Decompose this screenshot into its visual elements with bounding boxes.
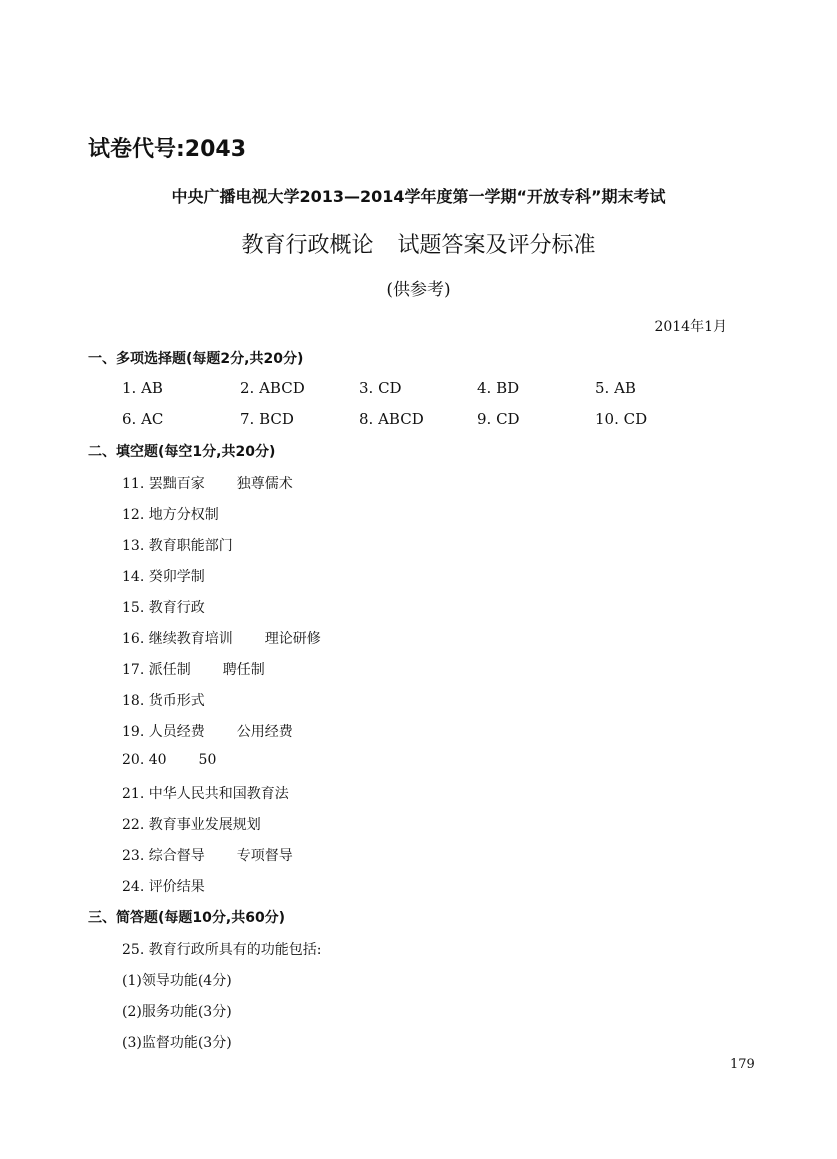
mc-answer: 2. ABCD: [240, 379, 305, 397]
fill-answer: 13. 教育职能部门: [122, 538, 233, 554]
mc-answer: 5. AB: [595, 379, 636, 397]
fill-answer: 14. 癸卯学制: [122, 569, 205, 585]
document-title: [0, 228, 837, 259]
section2-heading: 二、填空题(每空1分,共20分): [88, 444, 276, 460]
fill-answer: 17. 派任制 聘任制: [122, 662, 265, 678]
fill-answer: 19. 人员经费 公用经费: [122, 724, 293, 740]
exam-header: 中央广播电视大学2013—2014学年度第一学期“开放专科”期末考试: [171, 187, 666, 206]
mc-answer: 6. AC: [122, 410, 164, 428]
short-answer-point: (2)服务功能(3分): [122, 1004, 232, 1020]
short-answer-point: (1)领导功能(4分): [122, 973, 232, 989]
mc-answer: 7. BCD: [240, 410, 294, 428]
fill-answer: 20. 40 50: [122, 752, 217, 768]
exam-code: 试卷代号:2043: [88, 137, 247, 162]
short-answer-point: (3)监督功能(3分): [122, 1035, 232, 1051]
fill-answer: 21. 中华人民共和国教育法: [122, 786, 289, 802]
fill-answer: 24. 评价结果: [122, 879, 205, 895]
section3-heading: 三、简答题(每题10分,共60分): [88, 910, 286, 926]
fill-answer: 22. 教育事业发展规划: [122, 817, 261, 833]
short-answer-intro: 25. 教育行政所具有的功能包括:: [122, 942, 322, 958]
mc-answer: 1. AB: [122, 379, 163, 397]
mc-answer: 9. CD: [477, 410, 520, 428]
fill-answer: 12. 地方分权制: [122, 507, 219, 523]
section1-heading: 一、多项选择题(每题2分,共20分): [88, 351, 304, 367]
fill-answer: 18. 货币形式: [122, 693, 205, 709]
mc-answer: 8. ABCD: [359, 410, 424, 428]
fill-answer: 16. 继续教育培训 理论研修: [122, 631, 321, 647]
course-title: 教育行政概论: [241, 233, 374, 258]
exam-date: 2014年1月: [654, 319, 727, 335]
mc-answer: 3. CD: [359, 379, 402, 397]
fill-answer: 15. 教育行政: [122, 600, 205, 616]
mc-answer: 10. CD: [595, 410, 648, 428]
fill-answer: 11. 罢黜百家 独尊儒术: [122, 476, 293, 492]
subtitle: (供参考): [386, 280, 451, 300]
fill-answer: 23. 综合督导 专项督导: [122, 848, 293, 864]
answer-title: 试题答案及评分标准: [397, 233, 596, 258]
page-number: 179: [730, 1057, 755, 1072]
mc-answer: 4. BD: [477, 379, 520, 397]
